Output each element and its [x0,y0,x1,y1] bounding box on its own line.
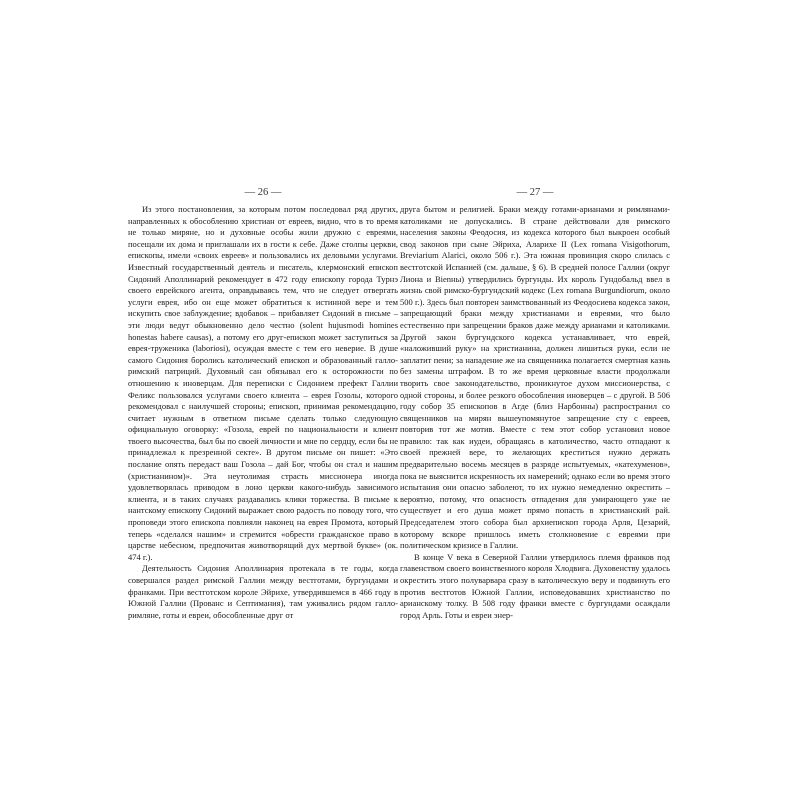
left-page-text [128,204,398,621]
paragraph: В конце V века в Северной Галлии утвердилось племя франков под главенством своего воинственного короля Хлодвига. Духовенству удалось окрестить этого полуварвара сразу в католическую веру и подвинуть его против вестготов Южной Галлии, исповедовавших христианство по арианскому толку. В 508 году франки вместе с бургундами осаждали город Арль. Готы и евреи энер- [400,551,670,620]
paragraph: Из этого постановления, за которым потом последовал ряд других, направленных к обособлению христиан от евреев, видно, что в то время не только миряне, но и духовные особы жили дружно с евреями, посещали их дома и приглашали их в гости к себе. Даже столпы церкви, епископы, имели «своих евреев» и пользовались их деловыми услугами. Известный государственный деятель и писатель, клермонский епископ Сидоний Аполлинарий рекомендует в 472 году епископу города Турнэ своего еврейского агента, оправдываясь тем, что не следует отвергать услуги еврея, ибо он еще может обратиться к истинной вере и тем искупить свое заблуждение; вдобавок – прибавляет Сидоний в письме – эти люди ведут обыкновенно дело честно (solent hujusmodi homines honestas habere causas), а потому его друг-епископ может заступиться за еврея-труженика (laboriosi), осуждая вместе с тем его неверие. В душе самого Сидония боролись католический епископ и образованный галло-римский патриций. Духовный сан обязывал его к осторожности по отношению к иноверцам. Для переписки с Сидонием префект Галлии Феликс пользовался услугами своего клиента – еврея Гозолы, которого рекомендовал с наилучшей стороны; епископ, принимая рекомендацию, считает нужным в ответном письме сделать только следующую официальную оговорку: «Гозола, еврей по национальности и клиент твоего высочества, был бы по своей личности и мне по сердцу, если бы не принадлежал к презренной секте». В другом письме он пишет: «Это послание опять передаст ваш Гозола – дай Бог, чтобы он стал и нашим (христианином)». Эта неутолимая страсть миссионера иногда удовлетворялась приводом в лоно церкви какого-нибудь зависимого клиента, и в таких случаях раздавались клики торжества. В письме к нантскому епископу Сидоний выражает свою радость по поводу того, что проповеди этого епископа повлияли наконец на еврея Промота, который теперь «сделался нашим» и стремится «обрести гражданское право в царстве небесном, предпочитая животворящий дух мертвой букве» (ок. 474 г.). [128,204,398,562]
right-page-text [400,204,670,621]
right-page [400,186,670,621]
paragraph: Деятельность Сидония Аполлинария протекала в те годы, когда совершался раздел римской Галлии между вестготами, бургундами и франками. При вестготском короле Эйрихе, утвердившемся в 466 году в Южной Галлии (Прованс и Септимания), там уживались рядом галло-римляне, готы и евреи, обособленные друг от [128,563,398,620]
page-number-right: — 27 — [516,187,554,198]
paragraph: друга бытом и религией. Браки между готами-арианами и римлянами-католиками не допускались. В стране действовали для римского населения законы Феодосия, из кодекса которого был выкроен особый свод законов при сыне Эйриха, Аларихе II (Lex romana Visigothorum, Breviarium Alarici, около 506 г.). Эта южная провинция скоро слилась с вестготской Испанией (см. дальше, § 6). В средней полосе Галлии (округ Лиона и Вienны) утвердились бургунды. Их король Гундобальд ввел в жизнь свой римско-бургундский кодекс (Lex romana Burgundiorum, около 500 г.). Здесь был повторен заимствованный из Феодосиева кодекса закон, запрещающий браки между христианами и евреями, что было естественно при запрещении браков даже между арианами и католиками. Другой закон бургундского кодекса устанавливает, что еврей, «наложивший руку» на христианина, должен лишиться руки, если не заплатит пени; за нападение же на священника полагается смертная казнь без замены штрафом. В то же время церковные власти продолжали творить свое законодательство, проникнутое духом миссионерства, с одной стороны, и более резкого обособления иноверцев – с другой. В 506 году собор 35 епископов в Агде (близ Нарбонны) распространил со священников на мирян вышеупомянутое запрещение сту с евреев, повторив тот же мотив. Вместе с тем этот собор установил новое правило: так как иудеи, обращаясь в католичество, часто отпадают к своей прежней вере, то желающих креститься нужно держать предварительно восемь месяцев в разряде испытуемых, «катехуменов», пока не выяснится искренность их намерений; однако если во время этого испытания они опасно заболеют, то их нужно немедленно окрестить – вероятно, потому, что опасность отпадения для умирающего уже не существует и его душа может прямо попасть в христианский рай. Председателем этого собора был архиепископ города Арля, Цезарий, которому вскоре пришлось иметь столкновение с евреями при политическом кризисе в Галлии. [400,204,670,551]
page-number-left: — 26 — [244,187,282,198]
left-page [128,186,398,621]
